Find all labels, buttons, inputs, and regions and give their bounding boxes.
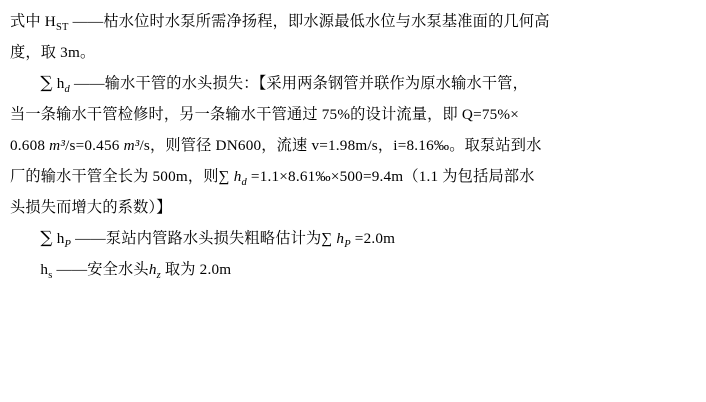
text-run: 厂的输水干管全长为 500m，则∑	[10, 168, 234, 185]
paragraph-p-hp	[0, 223, 706, 254]
text-run: z	[156, 270, 161, 282]
text-run: ∑	[40, 228, 53, 248]
text-run: ——枯水位时水泵所需净扬程，即水源最低水位与水泵基准面的几何高	[68, 13, 550, 30]
text-run: 取为 2.0m	[160, 261, 232, 278]
text-run: h	[40, 261, 49, 278]
text-run: ST	[55, 22, 69, 34]
paragraph-p-hst	[0, 0, 706, 37]
text-run: h	[148, 261, 157, 278]
text-run: 头损失而增大的系数）】	[10, 199, 172, 216]
text-run: m³	[123, 137, 140, 154]
text-run: h	[52, 230, 65, 247]
text-run: s	[48, 270, 53, 282]
text-run: 0.608	[10, 137, 50, 154]
paragraph-p-hd-l4	[0, 161, 706, 192]
text-run: /s，则管径 DN600，流速 v=1.98m/s，i=8.16‰。取泵站到水	[139, 137, 542, 154]
text-run: h	[233, 168, 242, 185]
text-run: =2.0m	[350, 230, 396, 247]
paragraph-p-hd	[0, 68, 706, 99]
paragraph-p-hs	[0, 254, 706, 285]
text-run: 当一条输水干管检修时，另一条输水干管通过 75%的设计流量，即 Q=75%×	[10, 106, 520, 123]
text-run: m³	[49, 137, 66, 154]
text-run: 式中 H	[10, 13, 56, 30]
text-run: d	[64, 84, 70, 96]
text-run: d	[241, 177, 247, 189]
text-run: P	[64, 239, 72, 251]
paragraph-p-hst-cont	[0, 37, 706, 68]
paragraph-p-hd-l5	[0, 192, 706, 223]
text-run: ——泵站内管路水头损失粗略估计为∑	[71, 230, 337, 247]
text-run: =1.1×8.61‰×500=9.4m（1.1 为包括局部水	[246, 168, 535, 185]
paragraph-p-hd-l3	[0, 130, 706, 161]
text-run: P	[344, 239, 351, 251]
text-run: 度，取 3m。	[10, 44, 96, 61]
text-run: ∑	[40, 73, 53, 93]
text-run: h	[336, 230, 345, 247]
paragraph-p-hd-l2	[0, 99, 706, 130]
text-run: h	[52, 75, 65, 92]
text-run: ——输水干管的水头损失：【采用两条钢管并联作为原水输水干管，	[69, 75, 529, 92]
text-run: /s=0.456	[65, 137, 124, 154]
text-run: ——安全水头	[52, 261, 149, 278]
